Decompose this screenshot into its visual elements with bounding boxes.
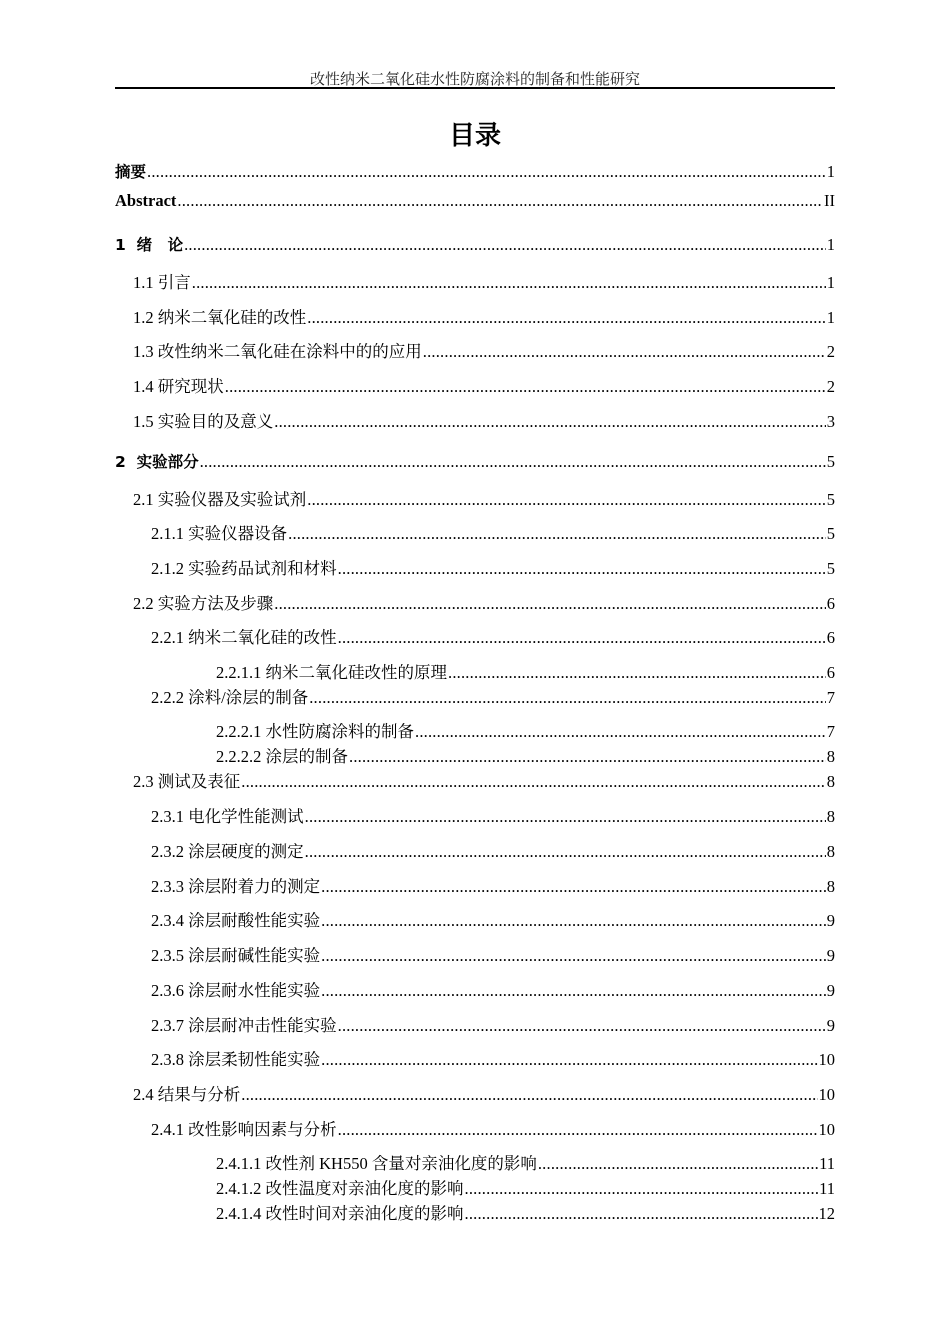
toc-entry-label: 2.1 实验仪器及实验试剂 [133,490,307,509]
toc-leader [200,452,826,472]
toc-entry-2-3-5[interactable] [151,946,835,966]
page-title: 目录 [448,121,501,151]
toc-entry-label: 1.5 实验目的及意义 [133,412,274,431]
toc-leader [241,1085,817,1105]
toc-entry-label: 2.2.2 涂料/涂层的制备 [151,688,309,707]
toc-leader [423,342,826,362]
toc-leader [307,490,826,510]
toc-leader [192,273,826,293]
toc-page-number: 1 [826,273,835,292]
toc-page-number: 8 [826,807,835,826]
toc-entry-2-2-1[interactable] [151,628,835,648]
toc-page-number: 8 [826,842,835,861]
toc-page-number: 5 [826,452,835,471]
toc-entry-label: 2.3.3 涂层附着力的测定 [151,877,321,896]
toc-leader [338,1120,818,1140]
toc-page-number: 8 [826,747,835,766]
toc-leader [349,747,826,767]
toc-page-number: 5 [826,490,835,509]
toc-entry-label: 2 实验部分 [115,453,199,471]
toc-page-number: 8 [826,772,835,791]
toc-entry-label: 2.2 实验方法及步骤 [133,594,274,613]
toc-entry-2-3-6[interactable] [151,981,835,1001]
toc-page-number: 5 [826,524,835,543]
toc-entry-2-4-1-2[interactable] [216,1179,835,1199]
toc-entry-1-4[interactable] [133,377,835,397]
toc-page-number: 10 [818,1050,835,1069]
toc-leader [147,162,826,182]
toc-entry-label: 2.3.7 涂层耐冲击性能实验 [151,1016,337,1035]
toc-leader [338,1016,826,1036]
toc-leader [274,412,826,432]
toc-leader [241,772,826,792]
toc-entry-label: 1.2 纳米二氧化硅的改性 [133,308,307,327]
toc-entry-2-3[interactable] [133,772,835,792]
toc-entry-label: 2.3.4 涂层耐酸性能实验 [151,911,321,930]
toc-entry-label: 2.4.1.4 改性时间对亲油化度的影响 [216,1204,464,1223]
toc-page-number: 10 [818,1085,835,1104]
toc-page-number: 10 [818,1120,835,1139]
toc-entry-label: 2.3.2 涂层硬度的测定 [151,842,304,861]
toc-entry-label: 1 绪 论 [115,236,184,254]
toc-entry-2-3-4[interactable] [151,911,835,931]
toc-entry-label: 摘要 [115,163,147,181]
toc-entry-2-3-8[interactable] [151,1050,835,1070]
toc-entry-label: 2.2.2.1 水性防腐涂料的制备 [216,722,414,741]
toc-leader [338,559,826,579]
toc-page-number: 6 [826,663,835,682]
toc-entry-1-3[interactable] [133,342,835,362]
toc-leader [321,877,826,897]
toc-entry-1-1[interactable] [133,273,835,293]
toc-page-number: 5 [826,559,835,578]
toc-page-number: 3 [826,412,835,431]
toc-entry-label: 2.2.1 纳米二氧化硅的改性 [151,628,337,647]
toc-leader [465,1179,819,1199]
toc-entry-label: 2.3.5 涂层耐碱性能实验 [151,946,321,965]
toc-entry-label: 2.1.2 实验药品试剂和材料 [151,559,337,578]
toc-page-number: 6 [826,594,835,613]
toc-page-number: 8 [826,877,835,896]
toc-leader [225,377,826,397]
toc-entry-2-4-1-4[interactable] [216,1204,835,1224]
toc-entry-label: 2.4.1 改性影响因素与分析 [151,1120,337,1139]
toc-leader [415,722,826,742]
toc-leader [305,842,826,862]
toc-entry-label: 1.4 研究现状 [133,377,224,396]
toc-leader [274,594,826,614]
toc-leader [538,1154,818,1174]
toc-entry-2-2-2[interactable] [151,688,835,708]
toc-entry-label: 2.3.6 涂层耐水性能实验 [151,981,321,1000]
toc-entry-2-3-2[interactable] [151,842,835,862]
toc-page-number: 9 [826,911,835,930]
toc-leader [307,308,826,328]
toc-leader [321,946,826,966]
toc-leader [321,981,826,1001]
toc-leader [184,235,826,255]
toc-entry-2-4[interactable] [133,1085,835,1105]
toc-entry-label: 2.4 结果与分析 [133,1085,241,1104]
toc-entry-2-4-1[interactable] [151,1120,835,1140]
toc-leader [309,688,826,708]
toc-entry-chapter-2[interactable] [115,452,835,472]
toc-page-number: 9 [826,1016,835,1035]
toc-leader [465,1204,818,1224]
toc-page-number: 1 [826,235,835,254]
toc-entry-label: 2.3 测试及表征 [133,772,241,791]
toc-entry-2-3-3[interactable] [151,877,835,897]
toc-entry-abstract-cn[interactable] [115,162,835,182]
toc-entry-label: 2.2.2.2 涂层的制备 [216,747,348,766]
toc-page-number: 11 [819,1154,835,1173]
toc-entry-label: 2.1.1 实验仪器设备 [151,524,288,543]
toc-leader [448,663,826,683]
toc-entry-1-2[interactable] [133,308,835,328]
toc-page-number: 6 [826,628,835,647]
toc-entry-label: 2.2.1.1 纳米二氧化硅改性的原理 [216,663,447,682]
toc-entry-2-2-2-1[interactable] [216,722,835,742]
running-header: 改性纳米二氧化硅水性防腐涂料的制备和性能研究 [309,72,640,88]
toc-entry-2-2-2-2[interactable] [216,747,835,767]
toc-page-number: 2 [826,342,835,361]
toc-page-number: 7 [826,688,835,707]
toc-page-number: 1 [826,308,835,327]
toc-entry-2-2-1-1[interactable] [216,663,835,683]
toc-entry-label: 2.4.1.1 改性剂 KH550 含量对亲油化度的影响 [216,1154,537,1173]
toc-leader [305,807,826,827]
toc-entry-2-4-1-1[interactable] [216,1154,835,1174]
toc-leader [321,911,826,931]
toc-leader [288,524,826,544]
toc-entry-2-2[interactable] [133,594,835,614]
toc-page-number: 9 [826,981,835,1000]
toc-page-number: 9 [826,946,835,965]
toc-entry-chapter-1[interactable] [115,235,835,255]
toc-page-number: 1 [826,162,835,181]
toc-page-number: 11 [819,1179,835,1198]
toc-entry-label: 2.3.8 涂层柔韧性能实验 [151,1050,321,1069]
toc-leader [321,1050,817,1070]
toc-leader [338,628,826,648]
toc-entry-label: Abstract [115,191,177,210]
toc-entry-2-1[interactable] [133,490,835,510]
toc-entry-label: 1.1 引言 [133,273,191,292]
toc-page-number: II [824,191,835,210]
toc-page-number: 12 [818,1204,835,1223]
toc-page-number: 7 [826,722,835,741]
toc-entry-2-3-1[interactable] [151,807,835,827]
toc-entry-2-3-7[interactable] [151,1016,835,1036]
toc-entry-1-5[interactable] [133,412,835,432]
toc-entry-label: 2.3.1 电化学性能测试 [151,807,304,826]
toc-page-number: 2 [826,377,835,396]
toc-entry-label: 2.4.1.2 改性温度对亲油化度的影响 [216,1179,464,1198]
toc-entry-2-1-1[interactable] [151,524,835,544]
toc-entry-2-1-2[interactable] [151,559,835,579]
toc-leader [177,191,823,211]
toc-entry-label: 1.3 改性纳米二氧化硅在涂料中的的应用 [133,342,422,361]
toc-entry-abstract-en[interactable] [115,191,835,211]
